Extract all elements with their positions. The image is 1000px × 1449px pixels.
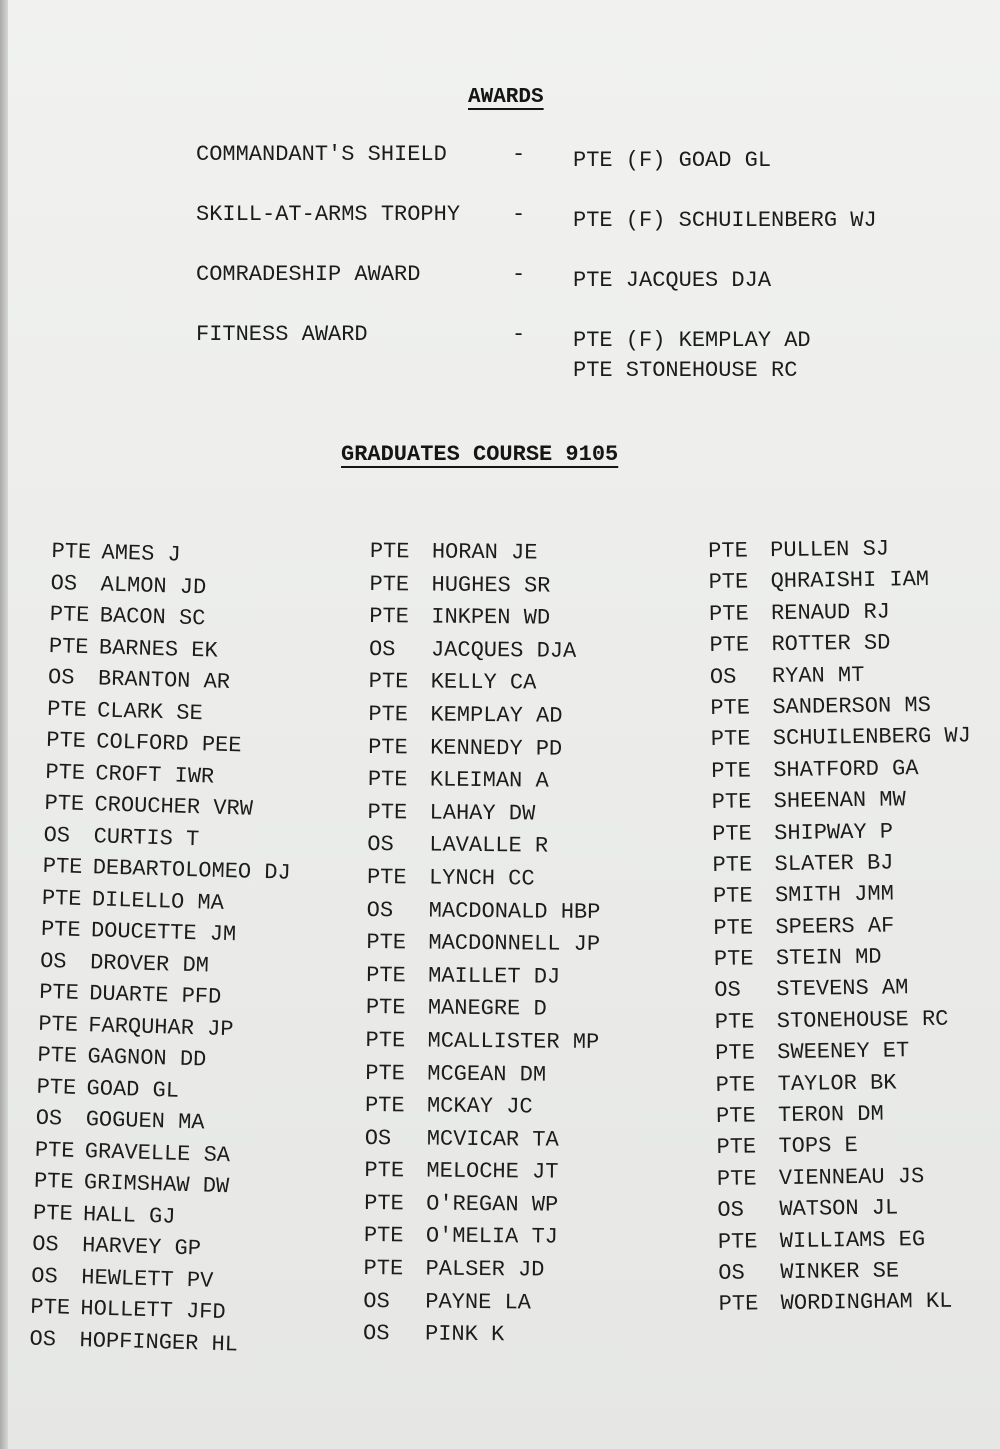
graduate-rank: PTE bbox=[711, 758, 752, 784]
graduate-rank: PTE bbox=[42, 853, 83, 880]
graduate-entry bbox=[717, 1160, 977, 1195]
graduate-name: ALMON JD bbox=[100, 571, 207, 600]
graduate-name: GOAD GL bbox=[86, 1075, 180, 1104]
graduate-name: DILELLO MA bbox=[91, 886, 225, 916]
graduate-entry bbox=[714, 940, 974, 975]
graduate-rank: OS bbox=[29, 1326, 57, 1352]
graduate-entry bbox=[366, 960, 600, 995]
graduate-rank: PTE bbox=[368, 669, 409, 695]
graduate-name: LAVALLE R bbox=[429, 832, 549, 859]
graduates-column-3 bbox=[708, 532, 979, 1320]
graduate-name: MCALLISTER MP bbox=[427, 1028, 600, 1055]
graduate-name: PAYNE LA bbox=[425, 1289, 532, 1316]
graduate-rank: PTE bbox=[366, 864, 407, 891]
graduate-name: TAYLOR BK bbox=[777, 1070, 897, 1097]
graduate-rank: PTE bbox=[364, 1190, 404, 1217]
graduate-name: PULLEN SJ bbox=[770, 536, 890, 564]
graduate-entry bbox=[711, 752, 971, 787]
graduate-entry bbox=[719, 1286, 979, 1321]
graduate-rank: PTE bbox=[367, 767, 408, 793]
graduate-name: STEVENS AM bbox=[776, 975, 909, 1003]
graduate-rank: PTE bbox=[363, 1223, 404, 1249]
award-dash: - bbox=[512, 202, 526, 227]
graduate-name: JACQUES DJA bbox=[430, 637, 577, 664]
graduate-name: BARNES EK bbox=[98, 634, 219, 664]
graduate-rank: PTE bbox=[711, 789, 752, 816]
graduate-entry bbox=[710, 658, 970, 693]
graduate-name: SPEERS AF bbox=[775, 913, 895, 940]
graduate-entry bbox=[713, 909, 973, 944]
graduate-entry bbox=[365, 1090, 599, 1125]
graduate-name: HEWLETT PV bbox=[80, 1264, 214, 1294]
graduate-name: SWEENEY ET bbox=[777, 1038, 910, 1066]
graduate-entry bbox=[370, 536, 604, 571]
award-dash: - bbox=[512, 142, 526, 167]
graduate-rank: OS bbox=[718, 1260, 745, 1286]
graduate-rank: PTE bbox=[712, 883, 753, 910]
graduate-rank: PTE bbox=[365, 1027, 406, 1054]
graduate-name: GRAVELLE SA bbox=[84, 1138, 231, 1168]
graduate-rank: OS bbox=[30, 1263, 59, 1289]
awards-heading: AWARDS bbox=[468, 86, 544, 109]
graduate-entry bbox=[709, 595, 969, 630]
graduate-rank: PTE bbox=[369, 538, 410, 565]
graduate-entry bbox=[715, 1003, 975, 1038]
graduate-rank: PTE bbox=[368, 734, 408, 760]
graduate-name: BACON SC bbox=[99, 603, 206, 632]
graduate-rank: OS bbox=[35, 1105, 63, 1132]
graduate-rank: OS bbox=[31, 1231, 59, 1258]
graduate-rank: PTE bbox=[710, 695, 751, 721]
graduate-entry bbox=[708, 532, 968, 567]
page-edge-shadow bbox=[0, 0, 8, 1449]
graduate-rank: OS bbox=[50, 570, 78, 597]
graduate-name: MACDONNELL JP bbox=[428, 930, 601, 958]
graduate-rank: PTE bbox=[30, 1294, 71, 1321]
award-recipients bbox=[573, 146, 771, 176]
graduate-name: SHIPWAY P bbox=[773, 818, 894, 846]
graduate-name: MANEGRE D bbox=[427, 995, 547, 1022]
graduate-rank: OS bbox=[709, 664, 737, 690]
graduate-rank: PTE bbox=[718, 1291, 759, 1318]
graduate-entry bbox=[368, 764, 602, 799]
graduate-rank: PTE bbox=[38, 1011, 79, 1038]
award-recipient: PTE STONEHOUSE RC bbox=[573, 358, 798, 383]
graduate-name: MACDONALD HBP bbox=[428, 898, 601, 925]
graduate-name: SCHUILENBERG WJ bbox=[772, 723, 972, 752]
graduate-name: MELOCHE JT bbox=[426, 1158, 559, 1185]
graduate-rank: PTE bbox=[708, 601, 749, 627]
graduate-rank: OS bbox=[43, 822, 71, 849]
award-name: SKILL-AT-ARMS TROPHY bbox=[196, 202, 461, 227]
graduate-rank: OS bbox=[363, 1288, 390, 1314]
graduate-rank: PTE bbox=[715, 1103, 756, 1129]
graduates-column-1 bbox=[29, 536, 300, 1362]
graduate-rank: PTE bbox=[41, 885, 82, 912]
graduate-rank: PTE bbox=[34, 1137, 75, 1164]
graduate-name: CROFT IWR bbox=[95, 760, 215, 790]
graduate-rank: PTE bbox=[45, 727, 87, 755]
graduate-entry bbox=[29, 1323, 278, 1361]
graduate-rank: OS bbox=[367, 832, 394, 858]
graduate-entry bbox=[367, 797, 601, 832]
graduate-entry bbox=[712, 783, 972, 818]
graduate-rank: PTE bbox=[33, 1168, 74, 1195]
graduate-entry bbox=[368, 732, 602, 767]
graduate-rank: PTE bbox=[44, 790, 85, 817]
graduate-entry bbox=[715, 1066, 975, 1101]
graduate-rank: PTE bbox=[713, 946, 754, 973]
graduate-entry bbox=[713, 878, 973, 913]
award-recipients bbox=[573, 206, 877, 236]
graduate-name: WINKER SE bbox=[780, 1258, 900, 1286]
graduate-name: SMITH JMM bbox=[774, 881, 895, 909]
graduate-name: GRIMSHAW DW bbox=[83, 1170, 230, 1200]
award-recipient: PTE (F) SCHUILENBERG WJ bbox=[573, 208, 877, 233]
graduate-name: DUARTE PFD bbox=[88, 981, 222, 1010]
graduate-name: PALSER JD bbox=[425, 1256, 545, 1283]
graduate-name: MCGEAN DM bbox=[427, 1061, 547, 1088]
graduate-name: SLATER BJ bbox=[774, 850, 894, 878]
graduate-name: HORAN JE bbox=[431, 539, 538, 566]
graduate-entry bbox=[711, 721, 971, 756]
graduate-rank: PTE bbox=[367, 799, 408, 826]
graduate-entry bbox=[364, 1220, 598, 1255]
graduate-rank: PTE bbox=[715, 1072, 756, 1098]
graduate-entry bbox=[717, 1192, 977, 1227]
award-recipients bbox=[573, 266, 771, 296]
graduate-rank: PTE bbox=[363, 1256, 404, 1282]
award-row bbox=[196, 322, 956, 382]
graduate-name: VIENNEAU JS bbox=[778, 1163, 925, 1191]
graduate-name: QHRAISHI IAM bbox=[770, 567, 930, 595]
graduate-name: STEIN MD bbox=[775, 944, 882, 972]
graduate-rank: PTE bbox=[708, 569, 749, 596]
graduate-rank: PTE bbox=[369, 604, 410, 630]
graduate-name: BRANTON AR bbox=[97, 666, 231, 696]
graduate-entry bbox=[366, 927, 600, 962]
graduate-rank: PTE bbox=[717, 1228, 758, 1255]
graduate-entry bbox=[365, 1123, 599, 1158]
graduate-name: LAHAY DW bbox=[429, 800, 536, 827]
graduate-name: COLFORD PEE bbox=[95, 729, 242, 759]
graduate-rank: PTE bbox=[37, 1042, 78, 1069]
graduate-entry bbox=[709, 627, 969, 662]
graduate-rank: PTE bbox=[716, 1134, 757, 1161]
award-name: COMRADESHIP AWARD bbox=[196, 262, 421, 287]
graduate-name: TOPS E bbox=[778, 1133, 858, 1160]
award-dash: - bbox=[512, 322, 526, 347]
graduate-name: ROTTER SD bbox=[771, 630, 891, 658]
graduate-name: TERON DM bbox=[777, 1101, 884, 1129]
graduate-name: PINK K bbox=[424, 1321, 505, 1348]
graduate-name: DEBARTOLOMEO DJ bbox=[92, 855, 292, 886]
graduates-column-2 bbox=[363, 536, 604, 1353]
graduate-name: STONEHOUSE RC bbox=[776, 1006, 949, 1034]
graduate-name: WILLIAMS EG bbox=[779, 1226, 926, 1254]
graduate-name: GAGNON DD bbox=[87, 1044, 207, 1073]
graduate-rank: PTE bbox=[38, 979, 80, 1006]
graduate-name: SHATFORD GA bbox=[773, 755, 919, 783]
graduate-rank: OS bbox=[364, 1125, 392, 1151]
graduate-name: KELLY CA bbox=[430, 669, 537, 696]
graduate-entry bbox=[367, 862, 601, 897]
graduate-entry bbox=[363, 1286, 597, 1321]
graduate-entry bbox=[715, 1035, 975, 1070]
graduate-name: RYAN MT bbox=[771, 662, 865, 689]
graduate-name: HOLLETT JFD bbox=[80, 1296, 226, 1326]
award-recipient: PTE JACQUES DJA bbox=[573, 268, 772, 293]
graduate-entry bbox=[364, 1188, 598, 1223]
graduate-name: DOUCETTE JM bbox=[90, 918, 237, 948]
graduate-rank: PTE bbox=[368, 701, 409, 728]
graduate-name: SHEENAN MW bbox=[773, 787, 906, 815]
graduate-entry bbox=[716, 1129, 976, 1164]
graduate-name: MCKAY JC bbox=[426, 1093, 533, 1120]
graduate-name: CURTIS T bbox=[93, 823, 200, 852]
graduate-entry bbox=[714, 972, 974, 1007]
graduate-entry bbox=[712, 846, 972, 881]
graduate-rank: PTE bbox=[40, 916, 81, 943]
graduate-name: DROVER DM bbox=[89, 949, 210, 979]
graduate-name: WORDINGHAM KL bbox=[780, 1289, 953, 1317]
graduate-rank: PTE bbox=[714, 1009, 755, 1035]
graduate-entry bbox=[368, 699, 602, 734]
graduate-name: WATSON JL bbox=[779, 1195, 899, 1223]
graduate-rank: OS bbox=[366, 897, 394, 923]
graduate-entry bbox=[712, 815, 972, 850]
graduate-entry bbox=[718, 1254, 978, 1289]
graduate-name: HUGHES SR bbox=[431, 572, 551, 599]
award-row bbox=[196, 202, 956, 262]
award-recipient: PTE (F) GOAD GL bbox=[573, 148, 772, 173]
graduate-rank: OS bbox=[39, 948, 67, 975]
graduate-name: AMES J bbox=[101, 540, 182, 568]
award-name: COMMANDANT'S SHIELD bbox=[196, 142, 447, 167]
graduate-rank: PTE bbox=[46, 696, 88, 723]
graduate-entry bbox=[716, 1097, 976, 1132]
graduate-entry bbox=[367, 895, 601, 930]
graduate-name: KLEIMAN A bbox=[429, 767, 549, 794]
graduate-rank: PTE bbox=[369, 571, 410, 597]
graduate-entry bbox=[718, 1223, 978, 1258]
graduate-entry bbox=[365, 1057, 599, 1092]
award-name: FITNESS AWARD bbox=[196, 322, 368, 347]
graduate-rank: OS bbox=[717, 1197, 744, 1224]
award-dash: - bbox=[512, 262, 526, 287]
award-recipients bbox=[573, 326, 811, 386]
graduate-name: MCVICAR TA bbox=[426, 1126, 559, 1153]
graduate-entry bbox=[364, 1155, 598, 1190]
award-row bbox=[196, 142, 956, 202]
graduate-entry bbox=[363, 1318, 597, 1353]
awards-list bbox=[196, 142, 956, 382]
graduate-entry bbox=[369, 666, 603, 701]
graduate-entry bbox=[369, 601, 603, 636]
graduate-rank: OS bbox=[362, 1321, 390, 1347]
graduates-heading: GRADUATES COURSE 9105 bbox=[341, 442, 619, 467]
graduate-entry bbox=[369, 634, 603, 669]
graduate-name: KENNEDY PD bbox=[430, 735, 563, 762]
graduate-name: O'REGAN WP bbox=[426, 1191, 559, 1218]
graduate-name: LYNCH CC bbox=[428, 865, 535, 892]
graduate-rank: PTE bbox=[708, 538, 748, 564]
graduate-entry bbox=[365, 1025, 599, 1060]
graduate-name: HOPFINGER HL bbox=[79, 1327, 239, 1358]
graduate-rank: PTE bbox=[710, 726, 751, 753]
graduate-entry bbox=[363, 1253, 597, 1288]
graduate-rank: PTE bbox=[716, 1166, 757, 1192]
award-recipient: PTE (F) KEMPLAY AD bbox=[573, 328, 811, 353]
graduate-name: CROUCHER VRW bbox=[94, 792, 254, 822]
graduate-rank: PTE bbox=[715, 1040, 756, 1067]
graduate-entry bbox=[369, 569, 603, 604]
graduate-rank: PTE bbox=[365, 1060, 406, 1086]
graduate-rank: PTE bbox=[366, 962, 406, 989]
graduate-name: GOGUEN MA bbox=[85, 1107, 205, 1136]
graduate-rank: OS bbox=[714, 978, 741, 1004]
graduate-rank: PTE bbox=[709, 632, 750, 659]
graduate-name: CLARK SE bbox=[96, 697, 204, 726]
graduate-entry bbox=[367, 829, 601, 864]
graduate-rank: PTE bbox=[364, 1093, 405, 1119]
graduate-rank: PTE bbox=[364, 1158, 405, 1184]
graduate-entry bbox=[366, 992, 600, 1027]
graduate-rank: PTE bbox=[51, 538, 92, 566]
graduate-rank: PTE bbox=[712, 852, 753, 878]
graduate-name: HALL GJ bbox=[82, 1201, 176, 1230]
graduate-rank: OS bbox=[368, 636, 396, 663]
graduate-name: FARQUHAR JP bbox=[88, 1012, 234, 1042]
graduate-entry bbox=[710, 689, 970, 724]
graduate-rank: PTE bbox=[713, 915, 754, 941]
graduate-rank: PTE bbox=[366, 930, 407, 956]
graduate-name: SANDERSON MS bbox=[772, 692, 931, 721]
graduate-name: KEMPLAY AD bbox=[430, 702, 563, 729]
graduate-name: HARVEY GP bbox=[81, 1233, 202, 1262]
graduate-rank: PTE bbox=[45, 759, 86, 786]
graduate-name: RENAUD RJ bbox=[770, 599, 891, 626]
graduate-name: MAILLET DJ bbox=[428, 963, 561, 990]
graduate-name: INKPEN WD bbox=[431, 604, 551, 631]
graduate-rank: PTE bbox=[365, 995, 406, 1021]
award-row bbox=[196, 262, 956, 322]
graduate-name: O'MELIA TJ bbox=[425, 1223, 559, 1251]
graduate-rank: PTE bbox=[49, 601, 90, 629]
graduate-entry bbox=[708, 564, 968, 599]
graduate-rank: PTE bbox=[36, 1074, 77, 1101]
graduate-rank: OS bbox=[47, 664, 75, 691]
graduate-rank: PTE bbox=[48, 633, 89, 660]
graduate-rank: PTE bbox=[32, 1200, 74, 1227]
graduate-rank: PTE bbox=[711, 820, 752, 847]
